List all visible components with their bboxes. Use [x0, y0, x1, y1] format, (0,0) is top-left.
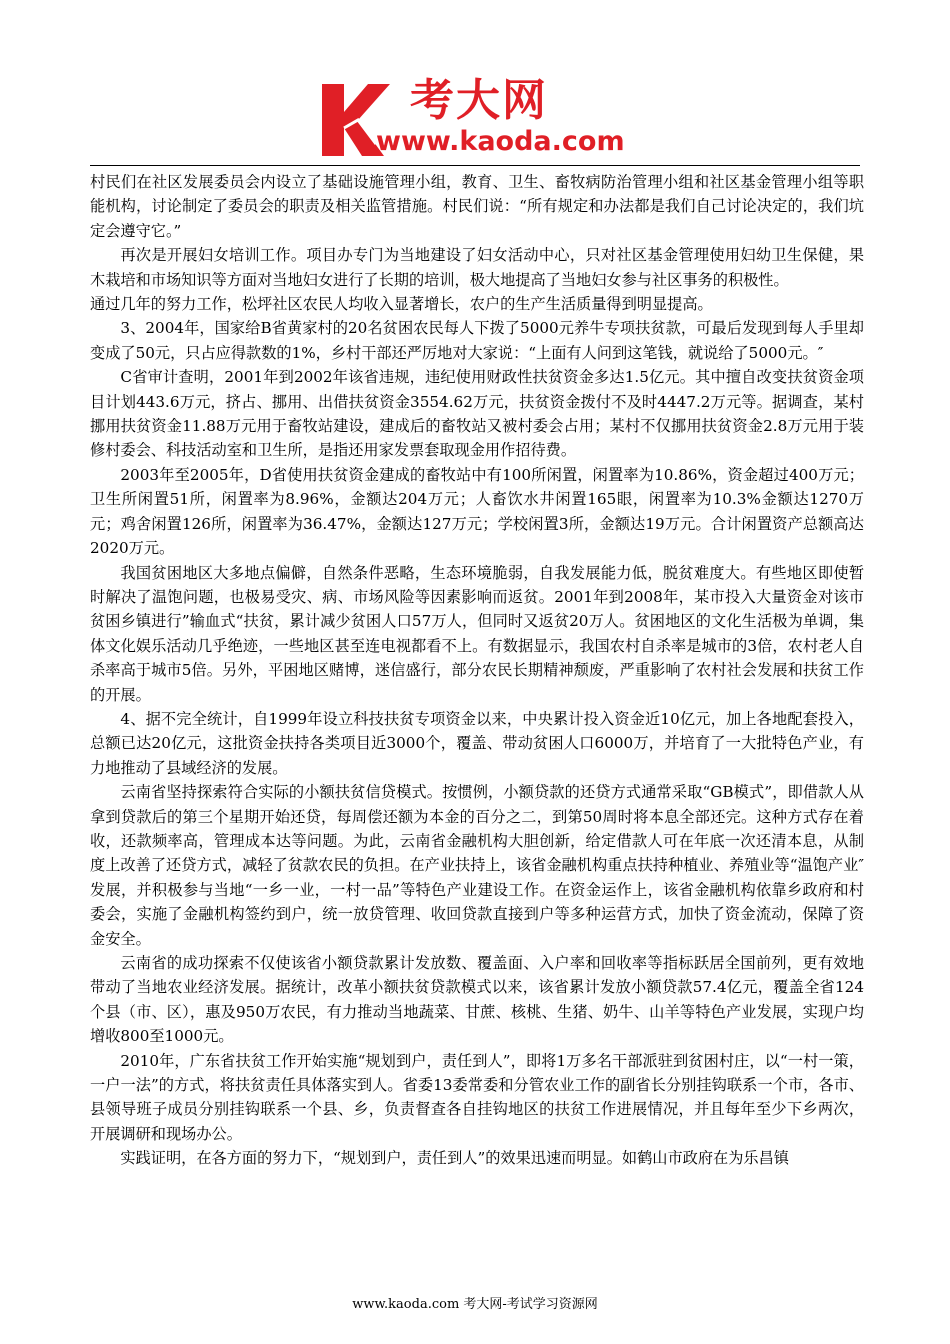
paragraph: 通过几年的努力工作，松坪社区农民人均收入显著增长，农户的生产生活质量得到明显提高。 [90, 295, 713, 314]
header-divider [90, 165, 860, 166]
paragraph: 2010年，广东省扶贫工作开始实施“规划到户，责任到人”，即将1万多名干部派驻到贫困村庄，以“一村一策，一户一法”的方式，将扶贫责任具体落实到人。省委13委常委和分管农业工作的副省长分别挂钩联系一个市，各市、县领导班子成员分别挂钩联系一个县、乡，负责督查各自挂钩地区的扶贫工作进展情况，并且每年至少下乡两次，开展调研和现场办公。 [90, 1051, 864, 1143]
logo-title: 考大网 [410, 75, 548, 126]
paragraph: 2003年至2005年，D省使用扶贫资金建成的畜牧站中有100所闲置，闲置率为10.86%，资金超过400万元；卫生所闲置51所，闲置率为8.96%，金额达204万元；人畜饮水井闲置165眼，闲置率为10.3%金额达1270万元；鸡舍闲置126所，闲置率为36.47%，金额达127万元；学校闲置3所，金额达19万元。合计闲置资产总额高达2020万元。 [90, 465, 864, 558]
paragraph: 村民们在社区发展委员会内设立了基础设施管理小组，教育、卫生、畜牧病防治管理小组和社区基金管理小组等职能机构，讨论制定了委员会的职责及相关监管措施。村民们说：“所有规定和办法都是我们自己讨论决定的，我们坑定会遵守它。” [90, 173, 864, 240]
paragraph: C省审计查明，2001年到2002年该省违规，违纪使用财政性扶贫资金多达1.5亿元。其中擅自改变扶贫资金项目计划443.6万元，挤占、挪用、出借扶贫资金3554.62万元，扶贫资金拨付不及时4447.2万元等。据调查，某村挪用扶贫资金11.88万元用于畜牧站建设，建成后的畜牧站又被村委会占用；某村不仅挪用扶贫资金2.8万元用于装修村委会、科技活动室和卫生所，是指还用家发票套取现金用作招待费。 [90, 368, 864, 460]
paragraph: 再次是开展妇女培训工作。项目办专门为当地建设了妇女活动中心，只对社区基金管理使用妇幼卫生保健，果木栽培和市场知识等方面对当地妇女进行了长期的培训，极大地提高了当地妇女参与社区事务的积极性。 [90, 246, 864, 289]
paragraph: 3、2004年，国家给B省黄家村的20名贫困农民每人下拨了5000元养牛专项扶贫款，可最后发现到每人手里却变成了50元，只占应得款数的1%，乡村干部还严厉地对大家说：“上面有人问到这笔钱，就说给了5000元。″ [90, 319, 864, 362]
document-body [90, 170, 864, 1171]
paragraph: 我国贫困地区大多地点偏僻，自然条件恶略，生态环境脆弱，自我发展能力低，脱贫难度大。有些地区即使暂时解决了温饱问题，也极易受灾、病、市场风险等因素影响而返贫。2001年到2008年，某市投入大量资金对该市贫困乡镇进行”输血式“扶贫，累计减少贫困人口57万人，但同时又返贫20万人。贫困地区的文化生活极为单调，集体文化娱乐活动几乎绝迹，一些地区甚至连电视都看不上。有数据显示，我国农村自杀率是城市的3倍，农村老人自杀率高于城市5倍。另外，平困地区赌博，迷信盛行，部分农民长期精神颓废，严重影响了农村社会发展和扶贫工作的开展。 [90, 563, 864, 704]
logo-url: www.kaoda.com [376, 126, 625, 157]
paragraph: 云南省坚持探索符合实际的小额扶贫信贷模式。按惯例，小额贷款的还贷方式通常采取“GB模式”，即借款人从拿到贷款后的第三个星期开始还贷，每周偿还额为本金的百分之二，到第50周时将本息全部还完。这种方式存在着收，还款频率高，管理成本达等问题。为此，云南省金融机构大胆创新，给定借款人可在年底一次还清本息，从制度上改善了还贷方式，减轻了贫款农民的负担。在产业扶持上，该省金融机构重点扶持种植业、养殖业等“温饱产业″发展，并积极参与当地“一乡一业，一村一品”等特色产业建设工作。在资金运作上，该省金融机构依靠乡政府和村委会，实施了金融机构签约到户，统一放贷管理、收回贷款直接到户等多种运营方式，加快了资金流动，保障了资金安全。 [90, 783, 864, 948]
site-logo [318, 76, 648, 166]
paragraph: 云南省的成功探索不仅使该省小额贷款累计发放数、覆盖面、入户率和回收率等指标跃居全国前列，更有效地带动了当地农业经济发展。据统计，改革小额扶贫贷款模式以来，该省累计发放小额贷款57.4亿元，覆盖全省124个县（市、区），惠及950万农民，有力推动当地蔬菜、甘蔗、核桃、生猪、奶牛、山羊等特色产业发展，实现户均增收800至1000元。 [90, 954, 864, 1046]
page-footer: www.kaoda.com 考大网-考试学习资源网 [352, 1297, 598, 1312]
paragraph: 4、据不完全统计，自1999年设立科技扶贫专项资金以来，中央累计投入资金近10亿元，加上各地配套投入，总额已达20亿元，这批资金扶持各类项目近3000个，覆盖、带动贫困人口6000万，并培育了一大批特色产业，有力地推动了县域经济的发展。 [90, 709, 864, 777]
paragraph: 实践证明，在各方面的努力下，“规划到户，责任到人”的效果迅速而明显。如鹤山市政府在为乐昌镇 [120, 1149, 789, 1168]
